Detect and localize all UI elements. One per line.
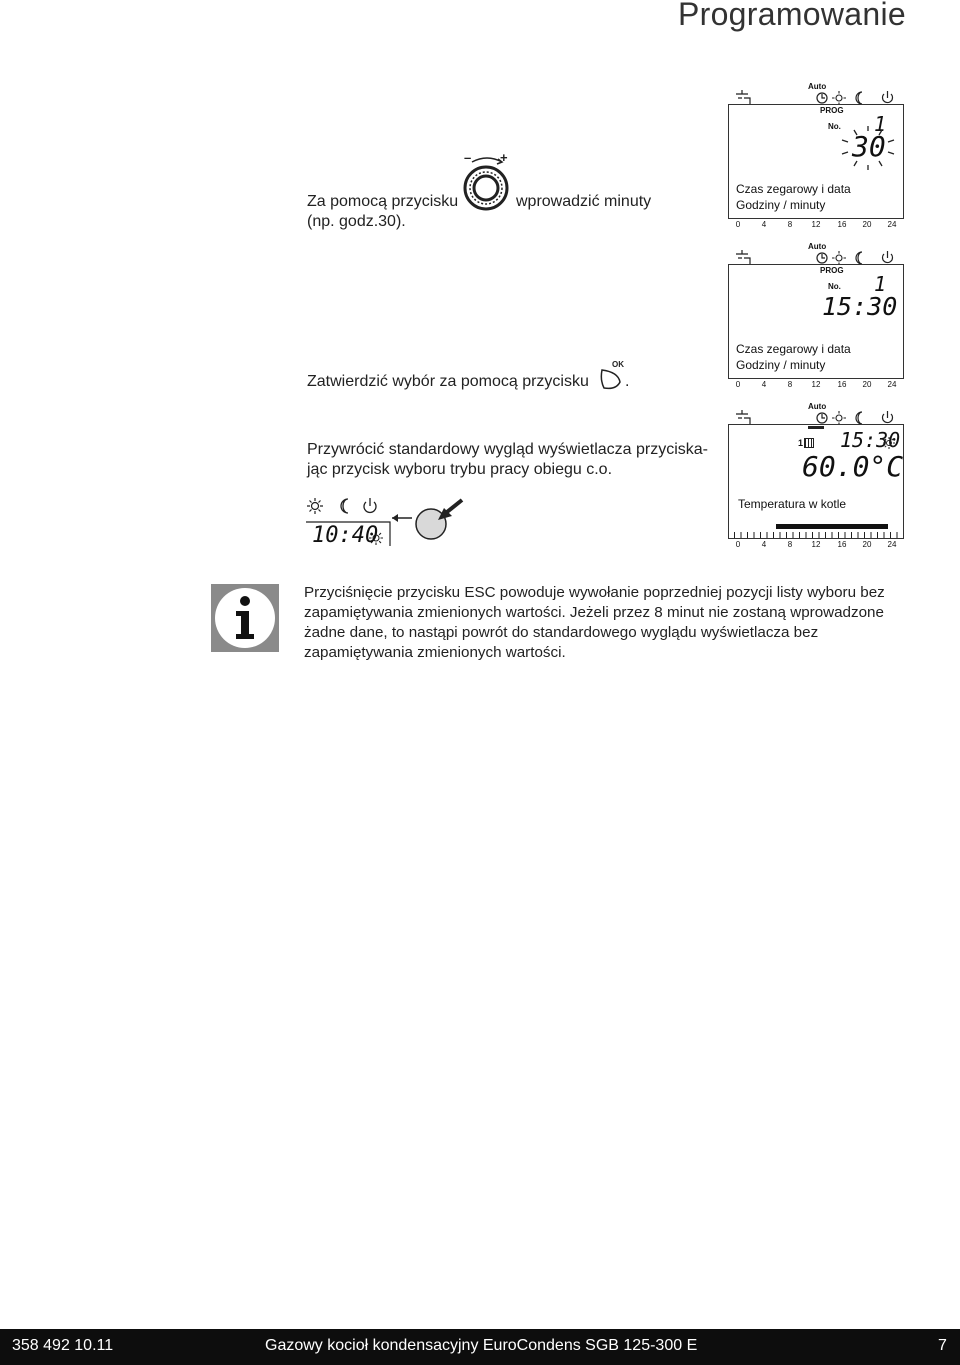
lcd-2-label-2: Godziny / minuty [736,358,826,372]
sun-icon [832,91,846,105]
step-3-text-line2: jąc przycisk wyboru trybu pracy obiegu c.o. [307,461,613,478]
lcd-3-time: 15:30 [840,428,901,452]
no-label: No. [828,282,841,291]
knob-plus-sign: + [500,150,508,165]
mode-illustration [306,494,476,554]
tap-icon [736,250,750,264]
circuit-number: 1 [798,438,804,448]
footer-product-name: Gazowy kocioł kondensacyjny EuroCondens SGB 125-300 E [265,1337,698,1354]
power-icon [883,411,893,423]
step-1-text-line2: (np. godz.30). [307,213,406,230]
tap-icon [736,90,750,104]
rotary-knob-icon [462,152,512,212]
time-axis: 0 4 8 12 16 20 24 [735,220,897,229]
moon-icon [856,252,862,264]
ok-button-label: OK [612,360,624,369]
lcd-panel-2 [728,240,904,392]
sun-icon [882,436,896,450]
step-2-text: Zatwierdzić wybór za pomocą przycisku [307,373,589,390]
moon-icon [341,499,348,513]
sun-icon [307,498,323,514]
auto-label: Auto [808,242,827,251]
step-2-period: . [625,373,630,390]
prog-label: PROG [820,266,844,275]
lcd-3-label-1: Temperatura w kotle [738,497,847,511]
power-icon [364,498,376,512]
footer-doc-number: 358 492 10.11 [12,1337,114,1354]
auto-label: Auto [808,402,827,411]
clock-icon [817,253,827,263]
info-note-text: Przyciśnięcie przycisku ESC powoduje wywołanie poprzedniej pozycji listy wyboru bez zapamiętywania zmienionych wartości. Jeżeli przez 8 minut nie zostaną wprowadzone żadne dane, to nastąpi powrót do standardowego wyglądu wyświetlacza bez zapamiętywania zmienionych wartości. [304,584,885,661]
time-axis: 0 4 8 12 16 20 24 [735,380,897,389]
sun-icon [832,251,846,265]
boiler-temperature-value: 60.0°C [802,450,904,483]
footer-page-number: 7 [938,1337,947,1354]
clock-icon [817,93,827,103]
lcd-panel-3 [728,400,904,552]
program-number: 1 [874,112,887,136]
step-3-text-line1: Przywrócić standardowy wygląd wyświetlacza przyciska- [307,441,709,458]
program-number: 1 [874,272,887,296]
blinking-minutes-value: 30 [852,130,886,163]
small-display-time: 10:40 [312,523,379,548]
moon-icon [856,92,862,104]
page-title: Programowanie [677,0,906,32]
prog-label: PROG [820,106,844,115]
power-icon [883,251,893,263]
lcd-2-label-1: Czas zegarowy i data [736,342,851,356]
time-axis: 0 4 8 12 16 20 24 [735,540,897,549]
lcd-1-label-2: Godziny / minuty [736,198,826,212]
page-footer [0,1329,960,1365]
knob-minus-sign: – [464,150,472,165]
power-icon [883,91,893,103]
step-1-text-after: wprowadzić minuty [516,193,652,210]
radiator-icon [804,438,814,448]
lcd-1-label-1: Czas zegarowy i data [736,182,851,196]
time-value: 15:30 [822,292,898,321]
lcd-panel-1 [728,80,904,232]
ok-button-icon [598,360,628,392]
tap-icon [736,410,750,424]
clock-icon [817,413,827,423]
scale-ticks [734,532,898,538]
info-icon [211,584,279,652]
mode-indicator-bar [808,426,824,429]
sun-icon [832,411,846,425]
step-1-text-before: Za pomocą przycisku [307,193,459,210]
moon-icon [856,412,862,424]
auto-label: Auto [808,82,827,91]
temperature-bar [776,524,888,529]
no-label: No. [828,122,841,131]
